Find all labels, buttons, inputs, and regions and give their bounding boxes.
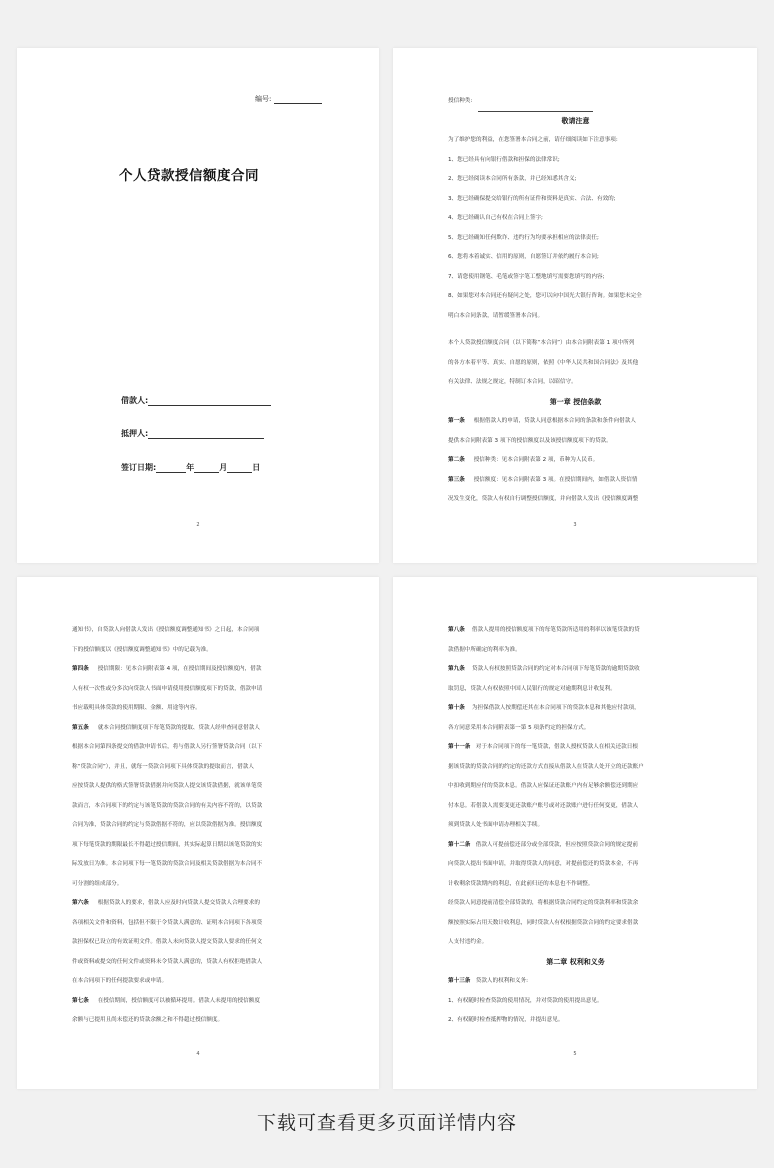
notice-item: 明白本合同条款，请暂缓签署本合同。 [448, 312, 544, 319]
article-label: 第九条 [448, 666, 465, 672]
article-label: 第一条 [448, 418, 465, 424]
article-7: 第七条 在授信期间，授信额度可以被循环提用。借款人未提用的授信额度 [72, 997, 260, 1004]
article-label: 第三条 [448, 476, 465, 483]
page-number: 5 [573, 1051, 577, 1057]
article-line: 项下每笔贷款的期限最长不得超过授信期间，其实际起算日期以该笔贷款的实 [72, 841, 263, 848]
article-line: 书应载明具体贷款的使用期限、金额、用途等内容。 [72, 705, 201, 711]
article-line: 取罚息，贷款人有权依照中国人民银行的规定对逾期利息计收复利。 [448, 685, 616, 692]
chapter-1-title: 第一章 授信条款 [549, 397, 602, 406]
article-line: 件或资料或提交的任何文件或资料未令贷款人满意的，贷款人有权拒绝借款人 [72, 958, 263, 965]
page-number: 4 [196, 1051, 200, 1057]
article-label: 第十三条 [448, 978, 471, 984]
article-line: 各项相关文件和资料，包括但不限于令贷款人满意的、证明本合同项下各项贷 [72, 919, 263, 926]
article-line: 合同为准，贷款合同的约定与贷款借据不符的，应以贷款借据为准。授信额度 [72, 822, 263, 828]
article-1: 第一条 根据借款人的申请，贷款人同意根据本合同的条款和条件向借款人 [448, 418, 636, 424]
notice-item: 8、如果您对本合同还有疑问之处，您可以向中国光大银行咨询。如果您未完全 [448, 293, 642, 299]
article-line: 额按照实际占用天数计收利息，同时贷款人有权根据贷款合同的约定要求借款 [448, 919, 639, 926]
credit-type-field [448, 92, 703, 112]
borrower-field [121, 395, 271, 406]
article-label: 第十一条 [448, 744, 471, 750]
credit-type-label: 授信种类: [448, 98, 473, 104]
article-label: 第十条 [448, 705, 465, 711]
article-line: 中扣收到期应付的贷款本息。借款人应保证还款账户内有足够余额偿还到期应 [448, 783, 639, 789]
article-label: 第二条 [448, 457, 465, 463]
signing-date-field [121, 462, 260, 473]
notice-item: 3、您已经确保提交给银行的所有证件和资料是真实、合法、有效的; [448, 195, 616, 202]
article-11: 第十一条 对于本合同项下的每一笔贷款，借款人授权贷款人在相关还款日根 [448, 744, 638, 750]
borrower-label: 借款人: [121, 396, 149, 405]
article-label: 第四条 [72, 666, 89, 672]
article-label: 第七条 [72, 997, 89, 1004]
notice-item: 2、您已经阅读本合同所有条款，并已经知悉其含义; [448, 176, 577, 182]
article-line: 可分割的组成部分。 [72, 880, 123, 887]
article-13: 第十三条 贷款人的权利和义务: [448, 978, 528, 984]
article-line: 人有权一次性或分多次向贷款人书面申请使用授信额度项下的贷款，借款申请 [72, 685, 263, 692]
chapter-2-title: 第二章 权利和义务 [546, 957, 605, 966]
year-label: 年 [186, 463, 195, 472]
article-12: 第十二条 借款人可提前偿还部分或全部贷款，但应按照贷款合同的规定提前 [448, 841, 638, 848]
page-3 [393, 48, 757, 563]
article-9: 第九条 贷款人有权按照贷款合同的约定对本合同项下每笔贷款的逾期贷款收 [448, 666, 640, 672]
page-5-body [448, 621, 703, 1031]
mortgagor-label: 抵押人: [121, 429, 149, 438]
article-line: 际发放日为准。本合同项下每一笔贷款的贷款合同及相关贷款借据为本合同不 [72, 861, 263, 867]
article-line: 余额与已提用且尚未偿还的贷款余额之和不得超过授信额度。 [72, 1017, 224, 1023]
article-line: 款担保权已设立的有效证明文件。借款人未向贷款人提交贷款人要求的任何文 [72, 939, 263, 945]
article-3: 第三条 授信额度：见本合同附表第 3 项。在授信期间内，如借款人资信情 [448, 476, 638, 483]
article-10: 第十条 为担保借款人按期偿还其在本合同项下的贷款本息和其他应付款项， [448, 705, 640, 711]
article-5: 第五条 就本合同授信额度项下每笔贷款的提取、贷款人经审查同意借款人 [72, 724, 260, 731]
notice-item: 1、您已经具有向银行借款和担保的法律常识; [448, 156, 560, 163]
serial-label: 编号: [255, 95, 272, 103]
mortgagor-field [121, 428, 264, 439]
article-line: 计收剩余贷款期内的利息，在此前归还的本息也不作调整。 [448, 880, 594, 887]
article-line: 经贷款人同意提前清偿全部贷款的，将根据贷款合同约定的贷款利率和贷款余 [448, 900, 639, 906]
mortgagor-blank [148, 429, 264, 439]
notice-intro: 为了维护您的利益，在您签署本合同之前，请仔细阅读如下注意事项: [448, 137, 618, 143]
article-line: 根据本合同第四条提交的借款申请书后，将与借款人另行签署贷款合同（以下 [72, 744, 263, 750]
article-line: 下的授信额度以《授信额度调整通知书》中的记载为准。 [72, 646, 212, 653]
article-line: 各方同意采用本合同附表第一第 5 项条约定的担保方式。 [448, 724, 590, 731]
page-5 [393, 577, 757, 1089]
article-line: 人支付违约金。 [448, 939, 488, 945]
article-line: 付本息。若借款人需要变更还款账户账号或对还款账户进行任何变更，借款人 [448, 802, 639, 809]
date-label: 签订日期: [121, 463, 157, 472]
notice-title: 敬请注意 [561, 116, 590, 125]
list-item: 1、有权随时检查贷款的使用情况，并对贷款的使用提出意见。 [448, 997, 603, 1004]
borrower-blank [148, 396, 271, 406]
article-label: 第十二条 [448, 841, 471, 848]
preamble-line: 的各方本着平等、真实、自愿的原则，依照《中华人民共和国合同法》及其他 [448, 359, 639, 366]
preamble-line: 有关法律、法规之规定，特制订本合同，以昭信守。 [448, 379, 577, 385]
article-line: 况发生变化，贷款人有权自行调整授信额度，并向借款人发出《授信额度调整 [448, 496, 639, 502]
month-label: 月 [219, 463, 228, 472]
credit-type-blank [478, 105, 593, 112]
article-line: 称“贷款合同”），并且，就每一贷款合同项下具体贷款的提取而言，借款人 [72, 763, 254, 770]
notice-item: 5、您已经确知任何欺诈、违约行为均要承担相应的法律责任; [448, 234, 599, 241]
day-label: 日 [252, 463, 261, 472]
article-line: 应按贷款人提供的格式签署贷款借据并向贷款人提交该贷款借据，就该单笔贷 [72, 783, 263, 789]
page-2-cover [17, 48, 379, 563]
article-line: 据该贷款的贷款合同的约定的还款方式直接从借款人在贷款人处开立的还款账户 [448, 763, 644, 770]
preamble-line: 本个人贷款授信额度合同（以下简称“本合同”）由本合同附表第 1 项中所列 [448, 340, 635, 346]
article-line: 须到贷款人处书面申请办理相关手续。 [448, 822, 544, 828]
day-blank [227, 463, 252, 473]
page-4-body [72, 621, 327, 1031]
article-line: 通知书》，自贷款人向借款人发出《授信额度调整通知书》之日起，本合同项 [72, 627, 260, 633]
article-2: 第二条 授信种类：见本合同附表第 2 项，币种为人民币。 [448, 457, 599, 463]
article-line: 款借据中所确定的利率为准。 [448, 646, 521, 653]
article-label: 第八条 [448, 627, 465, 633]
page-4 [17, 577, 379, 1089]
contract-title: 个人贷款授信额度合同 [119, 168, 259, 184]
notice-item: 4、您已经确认自己有权在合同上签字; [448, 215, 543, 221]
article-4: 第四条 授信期限：见本合同附表第 4 项，在授信期间及授信额度内，借款 [72, 666, 262, 672]
article-8: 第八条 借款人提用的授信额度项下的每笔贷款所适用的利率以该笔贷款的贷 [448, 627, 640, 633]
page-number: 2 [196, 522, 200, 528]
article-6: 第六条 根据贷款人的要求，借款人应及时向贷款人提交贷款人合理要求的 [72, 900, 260, 906]
serial-blank [274, 96, 322, 104]
article-line: 提供本合同附表第 3 项下的授信额度以及该授信额度项下的贷款。 [448, 437, 612, 444]
article-label: 第六条 [72, 900, 89, 906]
serial-number-field [255, 94, 322, 104]
month-blank [194, 463, 219, 473]
download-more-caption[interactable]: 下载可查看更多页面详情内容 [256, 1112, 517, 1134]
page-3-body [448, 92, 703, 510]
article-line: 在本合同项下的任何提款要求或申请。 [72, 978, 168, 984]
notice-item: 7、请您使用钢笔、毛笔或签字笔工整地填写需要您填写的内容; [448, 273, 605, 280]
list-item: 2、有权随时检查抵押物的情况，并提出意见。 [448, 1017, 564, 1023]
article-line: 向贷款人提出书面申请，并取得贷款人的同意，对提前偿还的贷款本金，不再 [448, 861, 639, 867]
article-label: 第五条 [72, 724, 89, 731]
notice-item: 6、您将本着诚实、信用的原则，自愿签订并依约履行本合同; [448, 254, 599, 260]
page-number: 3 [573, 522, 577, 528]
year-blank [156, 463, 186, 473]
article-line: 款而言，本合同项下的约定与该笔贷款的贷款合同的有关内容不符的，以贷款 [72, 802, 263, 809]
